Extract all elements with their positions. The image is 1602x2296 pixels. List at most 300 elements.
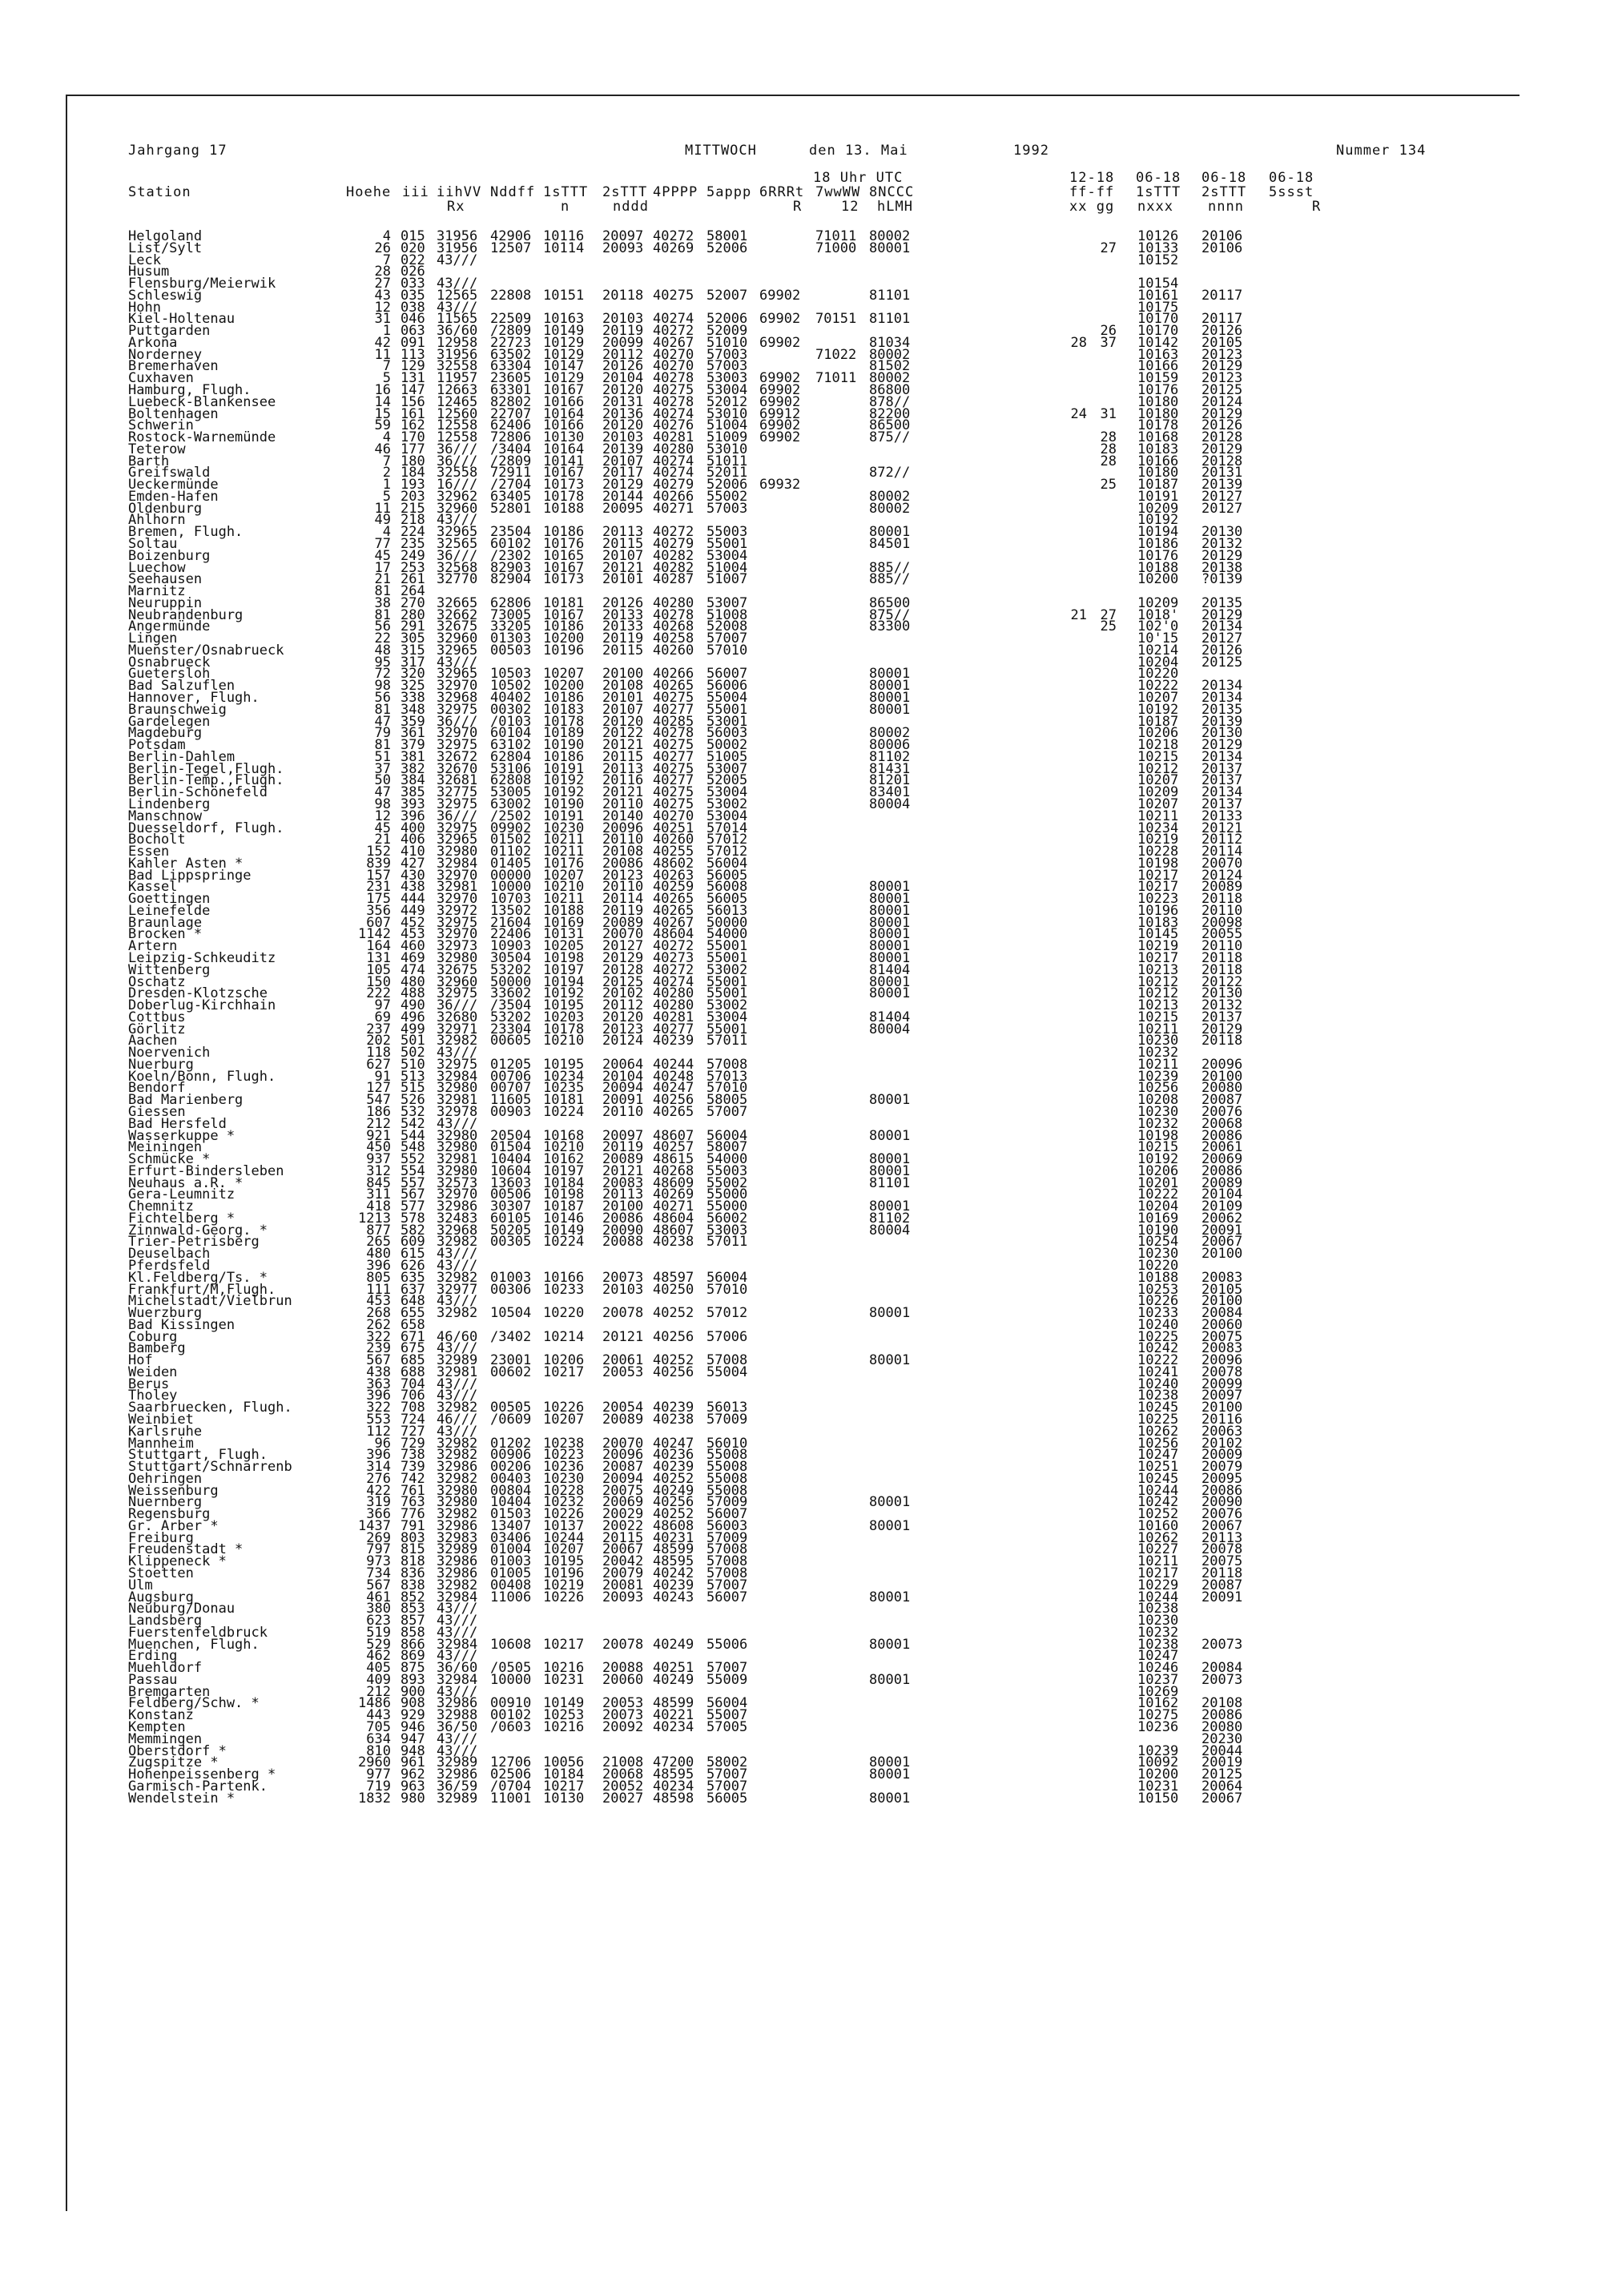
cloud-8nccc: 80001	[869, 1198, 911, 1215]
temp-min: 20102	[1202, 1435, 1243, 1452]
cloud-8nccc: 81101	[869, 1174, 911, 1191]
pressure-4pppp: 40252	[653, 1470, 694, 1487]
station-name: Bad Kissingen	[128, 1316, 235, 1333]
iii: 224	[400, 524, 425, 541]
iii: 170	[400, 429, 425, 446]
tmp-2sttt: 20121	[602, 737, 644, 754]
tmp-2sttt: 20123	[602, 1021, 644, 1037]
tendency-5appp: 57007	[706, 630, 748, 647]
iii: 381	[400, 748, 425, 765]
temp-max: 10150	[1137, 1790, 1179, 1807]
hoehe: 877	[366, 1222, 391, 1239]
iii: 515	[400, 1080, 425, 1097]
iii: 385	[400, 784, 425, 801]
station-row	[0, 1730, 1602, 1747]
iihvv: 32975	[437, 737, 478, 754]
iii: 947	[400, 1730, 425, 1747]
nddff: 01003	[490, 1269, 532, 1286]
pressure-4pppp: 40272	[653, 961, 694, 978]
tmp-2sttt: 20073	[602, 1707, 644, 1724]
iii: 671	[400, 1328, 425, 1345]
nddff: 00707	[490, 1080, 532, 1097]
temp-max: 10209	[1137, 594, 1179, 611]
precip-6rrrt: 69902	[759, 334, 801, 351]
iii: 582	[400, 1222, 425, 1239]
station-name: Memmingen	[128, 1730, 203, 1747]
temp-min: 20084	[1202, 1305, 1243, 1322]
temp-max: 10215	[1137, 1139, 1179, 1156]
tmp-2sttt: 20061	[602, 1352, 644, 1369]
tmp-1sttt: 10166	[543, 393, 585, 410]
temp-max: 10176	[1137, 547, 1179, 564]
tmp-2sttt: 20093	[602, 1589, 644, 1605]
tmp-2sttt: 20110	[602, 879, 644, 896]
cloud-8nccc: 80001	[869, 914, 911, 931]
station-row	[0, 1541, 1602, 1558]
tmp-2sttt: 20119	[602, 630, 644, 647]
cloud-8nccc: 80001	[869, 524, 911, 541]
iii: 452	[400, 914, 425, 931]
iii: 218	[400, 512, 425, 529]
iihvv: 36///	[437, 441, 478, 457]
iii: 554	[400, 1162, 425, 1179]
station-row	[0, 1115, 1602, 1132]
tmp-2sttt: 20118	[602, 287, 644, 304]
hoehe: 356	[366, 902, 391, 919]
pressure-4pppp: 40260	[653, 642, 694, 659]
pressure-4pppp: 40244	[653, 1056, 694, 1073]
tendency-5appp: 57007	[706, 1766, 748, 1783]
weather-7wwww: 71011	[815, 370, 857, 387]
nddff: 53106	[490, 760, 532, 777]
station-row	[0, 571, 1602, 588]
iii: 706	[400, 1388, 425, 1404]
sub-r1: R	[793, 199, 803, 215]
station-row	[0, 642, 1602, 659]
group-06-18-c: 06-18	[1269, 170, 1314, 186]
iii: 962	[400, 1766, 425, 1783]
tmp-2sttt: 20092	[602, 1719, 644, 1736]
temp-min: 20117	[1202, 311, 1243, 328]
hoehe: 409	[366, 1671, 391, 1688]
pressure-4pppp: 40251	[653, 820, 694, 836]
station-name: Chemnitz	[128, 1198, 194, 1215]
iihvv: 12958	[437, 334, 478, 351]
tmp-2sttt: 20110	[602, 1103, 644, 1120]
station-name: Gr. Arber *	[128, 1517, 219, 1534]
header-iihvv: iihVV	[437, 184, 482, 200]
station-name: Manschnow	[128, 808, 203, 824]
tmp-1sttt: 10146	[543, 1210, 585, 1227]
iii: 688	[400, 1364, 425, 1380]
station-name: Erding	[128, 1648, 178, 1665]
nddff: 10504	[490, 1305, 532, 1322]
iii: 022	[400, 252, 425, 268]
hoehe: 450	[366, 1139, 391, 1156]
tendency-5appp: 56005	[706, 1790, 748, 1807]
iihvv: 12465	[437, 393, 478, 410]
station-name: Aachen	[128, 1033, 178, 1049]
precip-6rrrt: 69902	[759, 382, 801, 398]
nddff: 10000	[490, 879, 532, 896]
temp-max: 10215	[1137, 1009, 1179, 1025]
pressure-4pppp: 40272	[653, 228, 694, 244]
cloud-8nccc: 80001	[869, 240, 911, 256]
tmp-2sttt: 20103	[602, 429, 644, 446]
temp-max: 10230	[1137, 1246, 1179, 1263]
iii: 449	[400, 902, 425, 919]
temp-min: 20121	[1202, 820, 1243, 836]
pressure-4pppp: 40275	[653, 287, 694, 304]
nddff: 60104	[490, 725, 532, 742]
tendency-5appp: 55004	[706, 1364, 748, 1380]
station-name: Braunschweig	[128, 701, 227, 718]
tmp-2sttt: 20121	[602, 1162, 644, 1179]
iii: 578	[400, 1210, 425, 1227]
tendency-5appp: 57007	[706, 1577, 748, 1593]
wind-xx: 24	[1070, 405, 1087, 422]
cloud-8nccc: 80001	[869, 1671, 911, 1688]
temp-max: 10239	[1137, 1742, 1179, 1759]
tmp-2sttt: 20086	[602, 855, 644, 872]
year-label: 1992	[1013, 143, 1049, 159]
station-name: Erfurt-Bindersleben	[128, 1162, 284, 1179]
pressure-4pppp: 48598	[653, 1790, 694, 1807]
hoehe: 705	[366, 1719, 391, 1736]
tmp-1sttt: 10191	[543, 808, 585, 824]
cloud-8nccc: 80001	[869, 879, 911, 896]
pressure-4pppp: 40265	[653, 902, 694, 919]
iihvv: 43///	[437, 1388, 478, 1404]
pressure-4pppp: 40268	[653, 618, 694, 635]
tendency-5appp: 54000	[706, 926, 748, 943]
iii: 544	[400, 1127, 425, 1144]
iii: 215	[400, 500, 425, 517]
iii: 091	[400, 334, 425, 351]
wind-gg: 25	[1100, 618, 1117, 635]
station-row	[0, 713, 1602, 730]
station-name: Fichtelberg *	[128, 1210, 235, 1227]
hoehe: 461	[366, 1589, 391, 1605]
station-name: Regensburg	[128, 1506, 211, 1523]
iii: 488	[400, 985, 425, 1002]
station-name: Berlin-Tegel,Flugh.	[128, 760, 284, 777]
tmp-1sttt: 10167	[543, 559, 585, 576]
tmp-2sttt: 20112	[602, 997, 644, 1014]
nddff: 01503	[490, 1506, 532, 1523]
iihvv: 32982	[437, 1435, 478, 1452]
iii: 708	[400, 1400, 425, 1416]
pressure-4pppp: 40270	[653, 358, 694, 375]
tmp-2sttt: 20029	[602, 1506, 644, 1523]
tendency-5appp: 57007	[706, 1103, 748, 1120]
tendency-5appp: 56006	[706, 678, 748, 695]
cloud-8nccc: 81404	[869, 961, 911, 978]
tmp-1sttt: 10205	[543, 938, 585, 955]
iii: 427	[400, 855, 425, 872]
tmp-1sttt: 10232	[543, 1494, 585, 1511]
nddff: 10503	[490, 666, 532, 683]
cloud-8nccc: 80001	[869, 1790, 911, 1807]
iihvv: 32982	[437, 1305, 478, 1322]
cloud-8nccc: 81101	[869, 311, 911, 328]
temp-min: 20135	[1202, 701, 1243, 718]
iihvv: 32978	[437, 1103, 478, 1120]
iihvv: 32980	[437, 1482, 478, 1499]
temp-max: 10201	[1137, 1174, 1179, 1191]
iii: 026	[400, 264, 425, 280]
iii: 526	[400, 1092, 425, 1109]
pressure-4pppp: 40279	[653, 536, 694, 553]
nddff: 00605	[490, 1033, 532, 1049]
nddff: 12507	[490, 240, 532, 256]
tendency-5appp: 53004	[706, 784, 748, 801]
station-name: List/Sylt	[128, 240, 203, 256]
tendency-5appp: 57010	[706, 1281, 748, 1298]
tendency-5appp: 52006	[706, 311, 748, 328]
temp-max: 10170	[1137, 311, 1179, 328]
temp-min: 20129	[1202, 547, 1243, 564]
iii: 869	[400, 1648, 425, 1665]
cloud-8nccc: 872//	[869, 465, 911, 481]
cloud-8nccc: 80001	[869, 1494, 911, 1511]
temp-min: 20090	[1202, 1494, 1243, 1511]
cloud-8nccc: 80001	[869, 949, 911, 966]
tmp-1sttt: 10164	[543, 405, 585, 422]
tmp-1sttt: 10192	[543, 772, 585, 789]
tendency-5appp: 56004	[706, 1695, 748, 1712]
tmp-2sttt: 20088	[602, 1234, 644, 1251]
temp-max: 10206	[1137, 725, 1179, 742]
precip-6rrrt: 69902	[759, 417, 801, 434]
iihvv: 32986	[437, 1766, 478, 1783]
tmp-2sttt: 20131	[602, 393, 644, 410]
tendency-5appp: 56008	[706, 879, 748, 896]
hoehe: 366	[366, 1506, 391, 1523]
iihvv: 32980	[437, 949, 478, 966]
tendency-5appp: 58001	[706, 228, 748, 244]
iihvv: 43///	[437, 1045, 478, 1061]
cloud-8nccc: 80001	[869, 678, 911, 695]
temp-min: 20124	[1202, 867, 1243, 884]
cloud-8nccc: 81404	[869, 1009, 911, 1025]
nddff: 60105	[490, 1210, 532, 1227]
iii: 156	[400, 393, 425, 410]
tendency-5appp: 55001	[706, 949, 748, 966]
tmp-1sttt: 10147	[543, 358, 585, 375]
temp-min: 20126	[1202, 323, 1243, 340]
tmp-2sttt: 20115	[602, 1529, 644, 1546]
station-name: Frankfurt/M,Flugh.	[128, 1281, 276, 1298]
station-row	[0, 1707, 1602, 1724]
iihvv: 32989	[437, 1352, 478, 1369]
temp-min: 20118	[1202, 1565, 1243, 1581]
tmp-1sttt: 10184	[543, 1174, 585, 1191]
station-name: Teterow	[128, 441, 186, 457]
tendency-5appp: 56002	[706, 1210, 748, 1227]
hoehe: 418	[366, 1198, 391, 1215]
pressure-4pppp: 48602	[653, 855, 694, 872]
pressure-4pppp: 40247	[653, 1435, 694, 1452]
temp-max: 10220	[1137, 1257, 1179, 1274]
temp-max: 10240	[1137, 1316, 1179, 1333]
iii: 460	[400, 938, 425, 955]
station-row	[0, 1127, 1602, 1144]
wind-gg: 25	[1100, 477, 1117, 493]
station-name: Barth	[128, 453, 170, 469]
hoehe: 937	[366, 1151, 391, 1168]
pressure-4pppp: 40278	[653, 370, 694, 387]
temp-max: 10159	[1137, 370, 1179, 387]
station-row	[0, 287, 1602, 304]
iihvv: 32968	[437, 690, 478, 707]
iii: 270	[400, 594, 425, 611]
temp-max: 10237	[1137, 1671, 1179, 1688]
tmp-2sttt: 20099	[602, 334, 644, 351]
cloud-8nccc: 82200	[869, 405, 911, 422]
iii: 929	[400, 1707, 425, 1724]
hoehe: 265	[366, 1234, 391, 1251]
temp-max: 10251	[1137, 1459, 1179, 1476]
temp-max: 10180	[1137, 393, 1179, 410]
station-row	[0, 1009, 1602, 1025]
temp-max: 10232	[1137, 1115, 1179, 1132]
iii: 818	[400, 1553, 425, 1570]
temp-min: 20137	[1202, 796, 1243, 812]
nddff: 42906	[490, 228, 532, 244]
nddff: 10000	[490, 1671, 532, 1688]
temp-max: 10192	[1137, 512, 1179, 529]
tmp-1sttt: 10226	[543, 1589, 585, 1605]
iii: 438	[400, 879, 425, 896]
tendency-5appp: 57011	[706, 1234, 748, 1251]
station-row	[0, 796, 1602, 812]
nddff: 00602	[490, 1364, 532, 1380]
station-row	[0, 1719, 1602, 1736]
nddff: 11605	[490, 1092, 532, 1109]
tmp-1sttt: 10192	[543, 985, 585, 1002]
cloud-8nccc: 80001	[869, 690, 911, 707]
cloud-8nccc: 80001	[869, 1589, 911, 1605]
tmp-2sttt: 20120	[602, 417, 644, 434]
temp-max: 10175	[1137, 299, 1179, 316]
tmp-2sttt: 20070	[602, 1435, 644, 1452]
temp-max: 10214	[1137, 642, 1179, 659]
tmp-2sttt: 20068	[602, 1766, 644, 1783]
hoehe: 396	[366, 1447, 391, 1464]
station-row	[0, 252, 1602, 268]
iii: 315	[400, 642, 425, 659]
hoehe: 4	[382, 228, 391, 244]
station-name: Hamburg, Flugh.	[128, 382, 252, 398]
temp-max: 10233	[1137, 1305, 1179, 1322]
hoehe: 634	[366, 1730, 391, 1747]
hoehe: 37	[374, 760, 391, 777]
precip-6rrrt: 69902	[759, 370, 801, 387]
iihvv: 32984	[437, 1068, 478, 1085]
tendency-5appp: 54000	[706, 1151, 748, 1168]
hoehe: 2960	[358, 1754, 391, 1771]
tmp-2sttt: 20102	[602, 985, 644, 1002]
tendency-5appp: 57006	[706, 1328, 748, 1345]
iihvv: 43///	[437, 1648, 478, 1665]
station-name: Angermünde	[128, 618, 211, 635]
hoehe: 11	[374, 500, 391, 517]
nddff: 00503	[490, 642, 532, 659]
tmp-2sttt: 20067	[602, 1541, 644, 1558]
nddff: 09902	[490, 820, 532, 836]
cloud-8nccc: 80004	[869, 1021, 911, 1037]
iihvv: 32984	[437, 1671, 478, 1688]
iii: 264	[400, 583, 425, 600]
tmp-2sttt: 20088	[602, 1660, 644, 1677]
tendency-5appp: 55000	[706, 1186, 748, 1203]
pressure-4pppp: 40275	[653, 784, 694, 801]
iihvv: 32982	[437, 1577, 478, 1593]
temp-min: 20129	[1202, 441, 1243, 457]
tmp-2sttt: 20101	[602, 571, 644, 588]
station-name: Hohenpeissenberg *	[128, 1766, 276, 1783]
tendency-5appp: 53004	[706, 808, 748, 824]
station-name: Bremgarten	[128, 1683, 211, 1700]
pressure-4pppp: 40258	[653, 630, 694, 647]
tendency-5appp: 52007	[706, 287, 748, 304]
nddff: 22509	[490, 311, 532, 328]
pressure-4pppp: 40267	[653, 334, 694, 351]
iii: 396	[400, 808, 425, 824]
hoehe: 26	[374, 240, 391, 256]
hoehe: 7	[382, 252, 391, 268]
tmp-2sttt: 20103	[602, 311, 644, 328]
iihvv: 32984	[437, 1589, 478, 1605]
hoehe: 567	[366, 1577, 391, 1593]
tmp-1sttt: 10233	[543, 1281, 585, 1298]
iihvv: 32681	[437, 772, 478, 789]
temp-min: 20076	[1202, 1506, 1243, 1523]
pressure-4pppp: 40238	[653, 1234, 694, 1251]
hoehe: 322	[366, 1400, 391, 1416]
tmp-2sttt: 20042	[602, 1553, 644, 1570]
temp-min: 20130	[1202, 524, 1243, 541]
tmp-1sttt: 10178	[543, 1021, 585, 1037]
iihvv: 32680	[437, 1009, 478, 1025]
iihvv: 43///	[437, 1730, 478, 1747]
iihvv: 32965	[437, 666, 478, 683]
iii: 180	[400, 453, 425, 469]
pressure-4pppp: 40239	[653, 1400, 694, 1416]
tmp-2sttt: 20064	[602, 1056, 644, 1073]
nddff: 30307	[490, 1198, 532, 1215]
tendency-5appp: 52011	[706, 465, 748, 481]
station-name: Nuerburg	[128, 1056, 194, 1073]
temp-max: 10188	[1137, 559, 1179, 576]
station-name: Feldberg/Schw. *	[128, 1695, 260, 1712]
tmp-2sttt: 20078	[602, 1305, 644, 1322]
station-name: Gera-Leumnitz	[128, 1186, 235, 1203]
iii: 567	[400, 1186, 425, 1203]
nddff: /0103	[490, 713, 532, 730]
iii: 261	[400, 571, 425, 588]
iihvv: 16///	[437, 477, 478, 493]
pressure-4pppp: 40249	[653, 1482, 694, 1499]
station-name: Coburg	[128, 1328, 178, 1345]
station-name: Görlitz	[128, 1021, 186, 1037]
station-row	[0, 524, 1602, 541]
header-5appp: 5appp	[706, 184, 752, 200]
temp-min: 20075	[1202, 1553, 1243, 1570]
station-row	[0, 477, 1602, 493]
temp-max: 10239	[1137, 1068, 1179, 1085]
